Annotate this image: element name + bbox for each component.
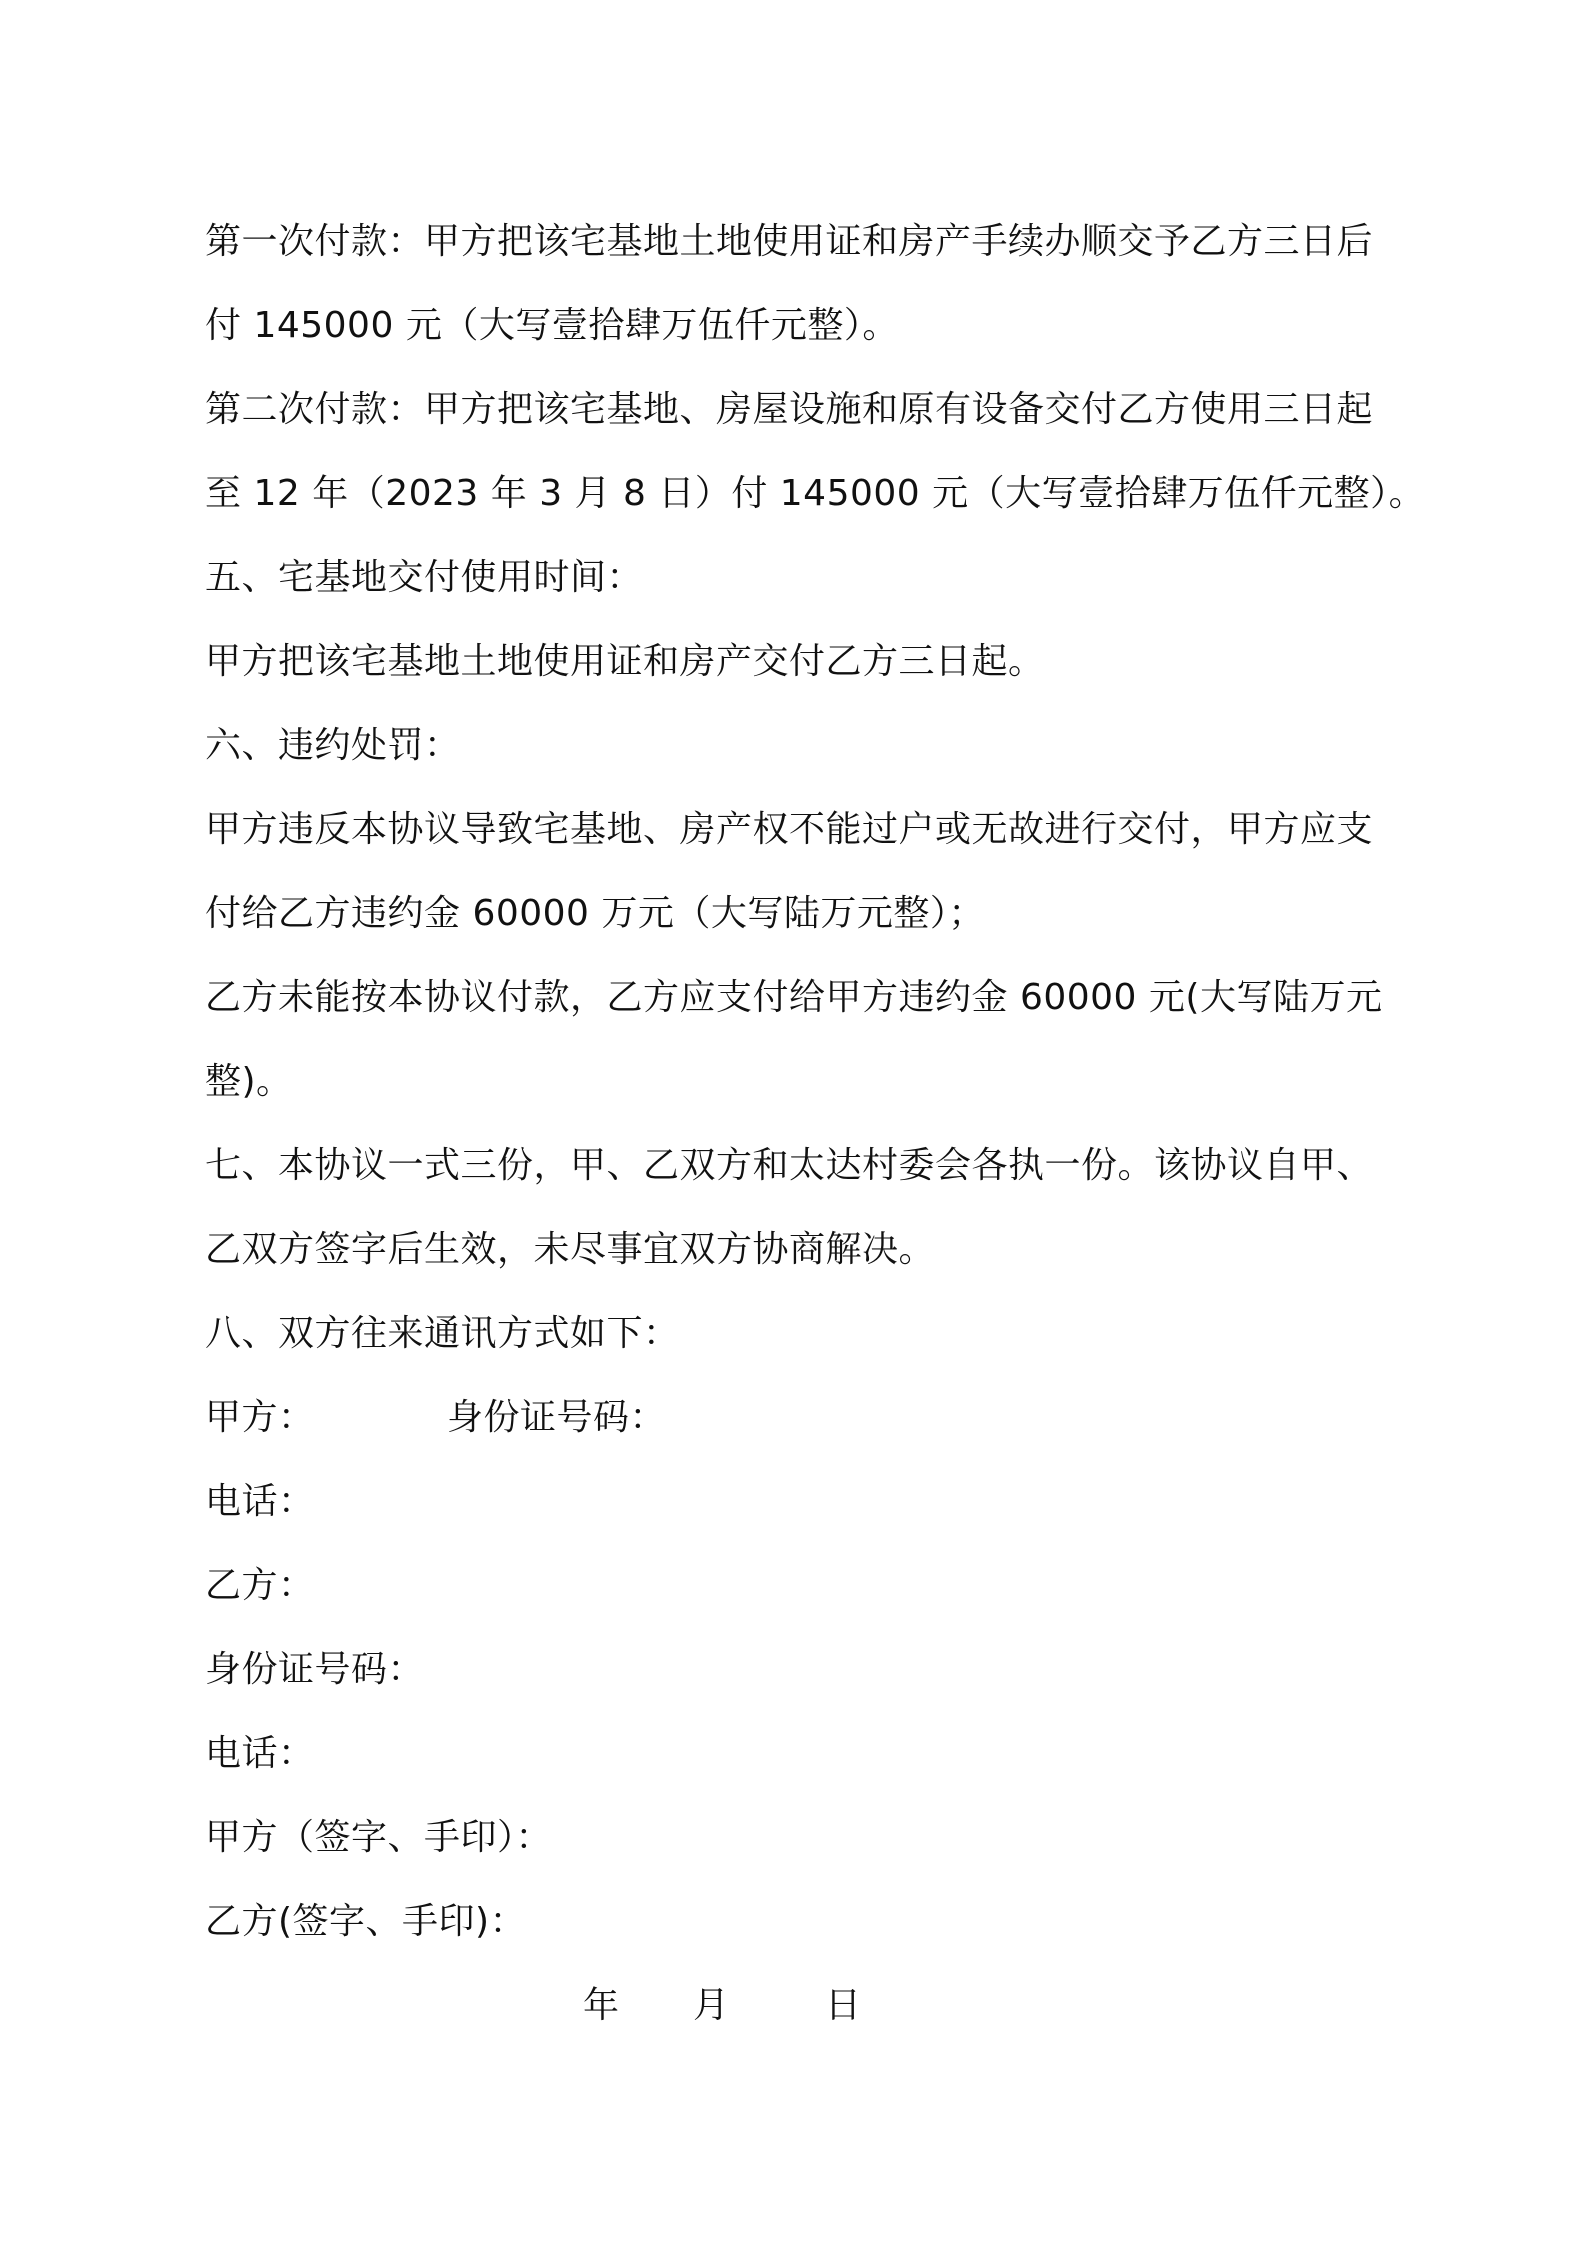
party-a-contact-row xyxy=(205,1376,1405,1460)
payment-first-line-2: 付 145000 元（大写壹拾肆万伍仟元整）。 xyxy=(205,305,899,346)
date-month-label: 月 xyxy=(693,1985,730,2026)
section-6-party-b-line-2: 整)。 xyxy=(205,1061,293,1102)
section-8-heading: 八、双方往来通讯方式如下： xyxy=(205,1313,680,1354)
party-b-phone-label: 电话： xyxy=(205,1733,315,1774)
signing-date-row xyxy=(205,1964,1405,2048)
party-a-label: 甲方： xyxy=(205,1397,315,1438)
payment-first-line-1: 第一次付款：甲方把该宅基地土地使用证和房产手续办顺交予乙方三日后 xyxy=(205,221,1374,262)
date-day-label: 日 xyxy=(825,1985,862,2026)
section-6-heading: 六、违约处罚： xyxy=(205,725,461,766)
section-7-line-2: 乙双方签字后生效，未尽事宜双方协商解决。 xyxy=(205,1229,936,1270)
payment-second-line-2: 至 12 年（2023 年 3 月 8 日）付 145000 元（大写壹拾肆万伍仟元整）。 xyxy=(205,473,1426,514)
section-6-party-b-line-1: 乙方未能按本协议付款，乙方应支付给甲方违约金 60000 元(大写陆万元 xyxy=(205,977,1383,1018)
party-b-signature-label: 乙方(签字、手印)： xyxy=(205,1901,527,1942)
agreement-page xyxy=(205,200,1426,2048)
party-a-id-label: 身份证号码： xyxy=(447,1397,667,1438)
section-6-party-a-line-2: 付给乙方违约金 60000 万元（大写陆万元整）； xyxy=(205,893,985,934)
party-b-label: 乙方： xyxy=(205,1565,315,1606)
section-5-heading: 五、宅基地交付使用时间： xyxy=(205,557,644,598)
section-7-line-1: 七、本协议一式三份，甲、乙双方和太达村委会各执一份。该协议自甲、 xyxy=(205,1145,1374,1186)
party-a-signature-label: 甲方（签字、手印）： xyxy=(205,1817,553,1858)
section-6-party-a-line-1: 甲方违反本协议导致宅基地、房产权不能过户或无故进行交付，甲方应支 xyxy=(205,809,1374,850)
date-year-label: 年 xyxy=(583,1985,620,2026)
party-b-id-label: 身份证号码： xyxy=(205,1649,425,1690)
party-a-phone-label: 电话： xyxy=(205,1481,315,1522)
section-5-body: 甲方把该宅基地土地使用证和房产交付乙方三日起。 xyxy=(205,641,1045,682)
payment-second-line-1: 第二次付款：甲方把该宅基地、房屋设施和原有设备交付乙方使用三日起 xyxy=(205,389,1374,430)
